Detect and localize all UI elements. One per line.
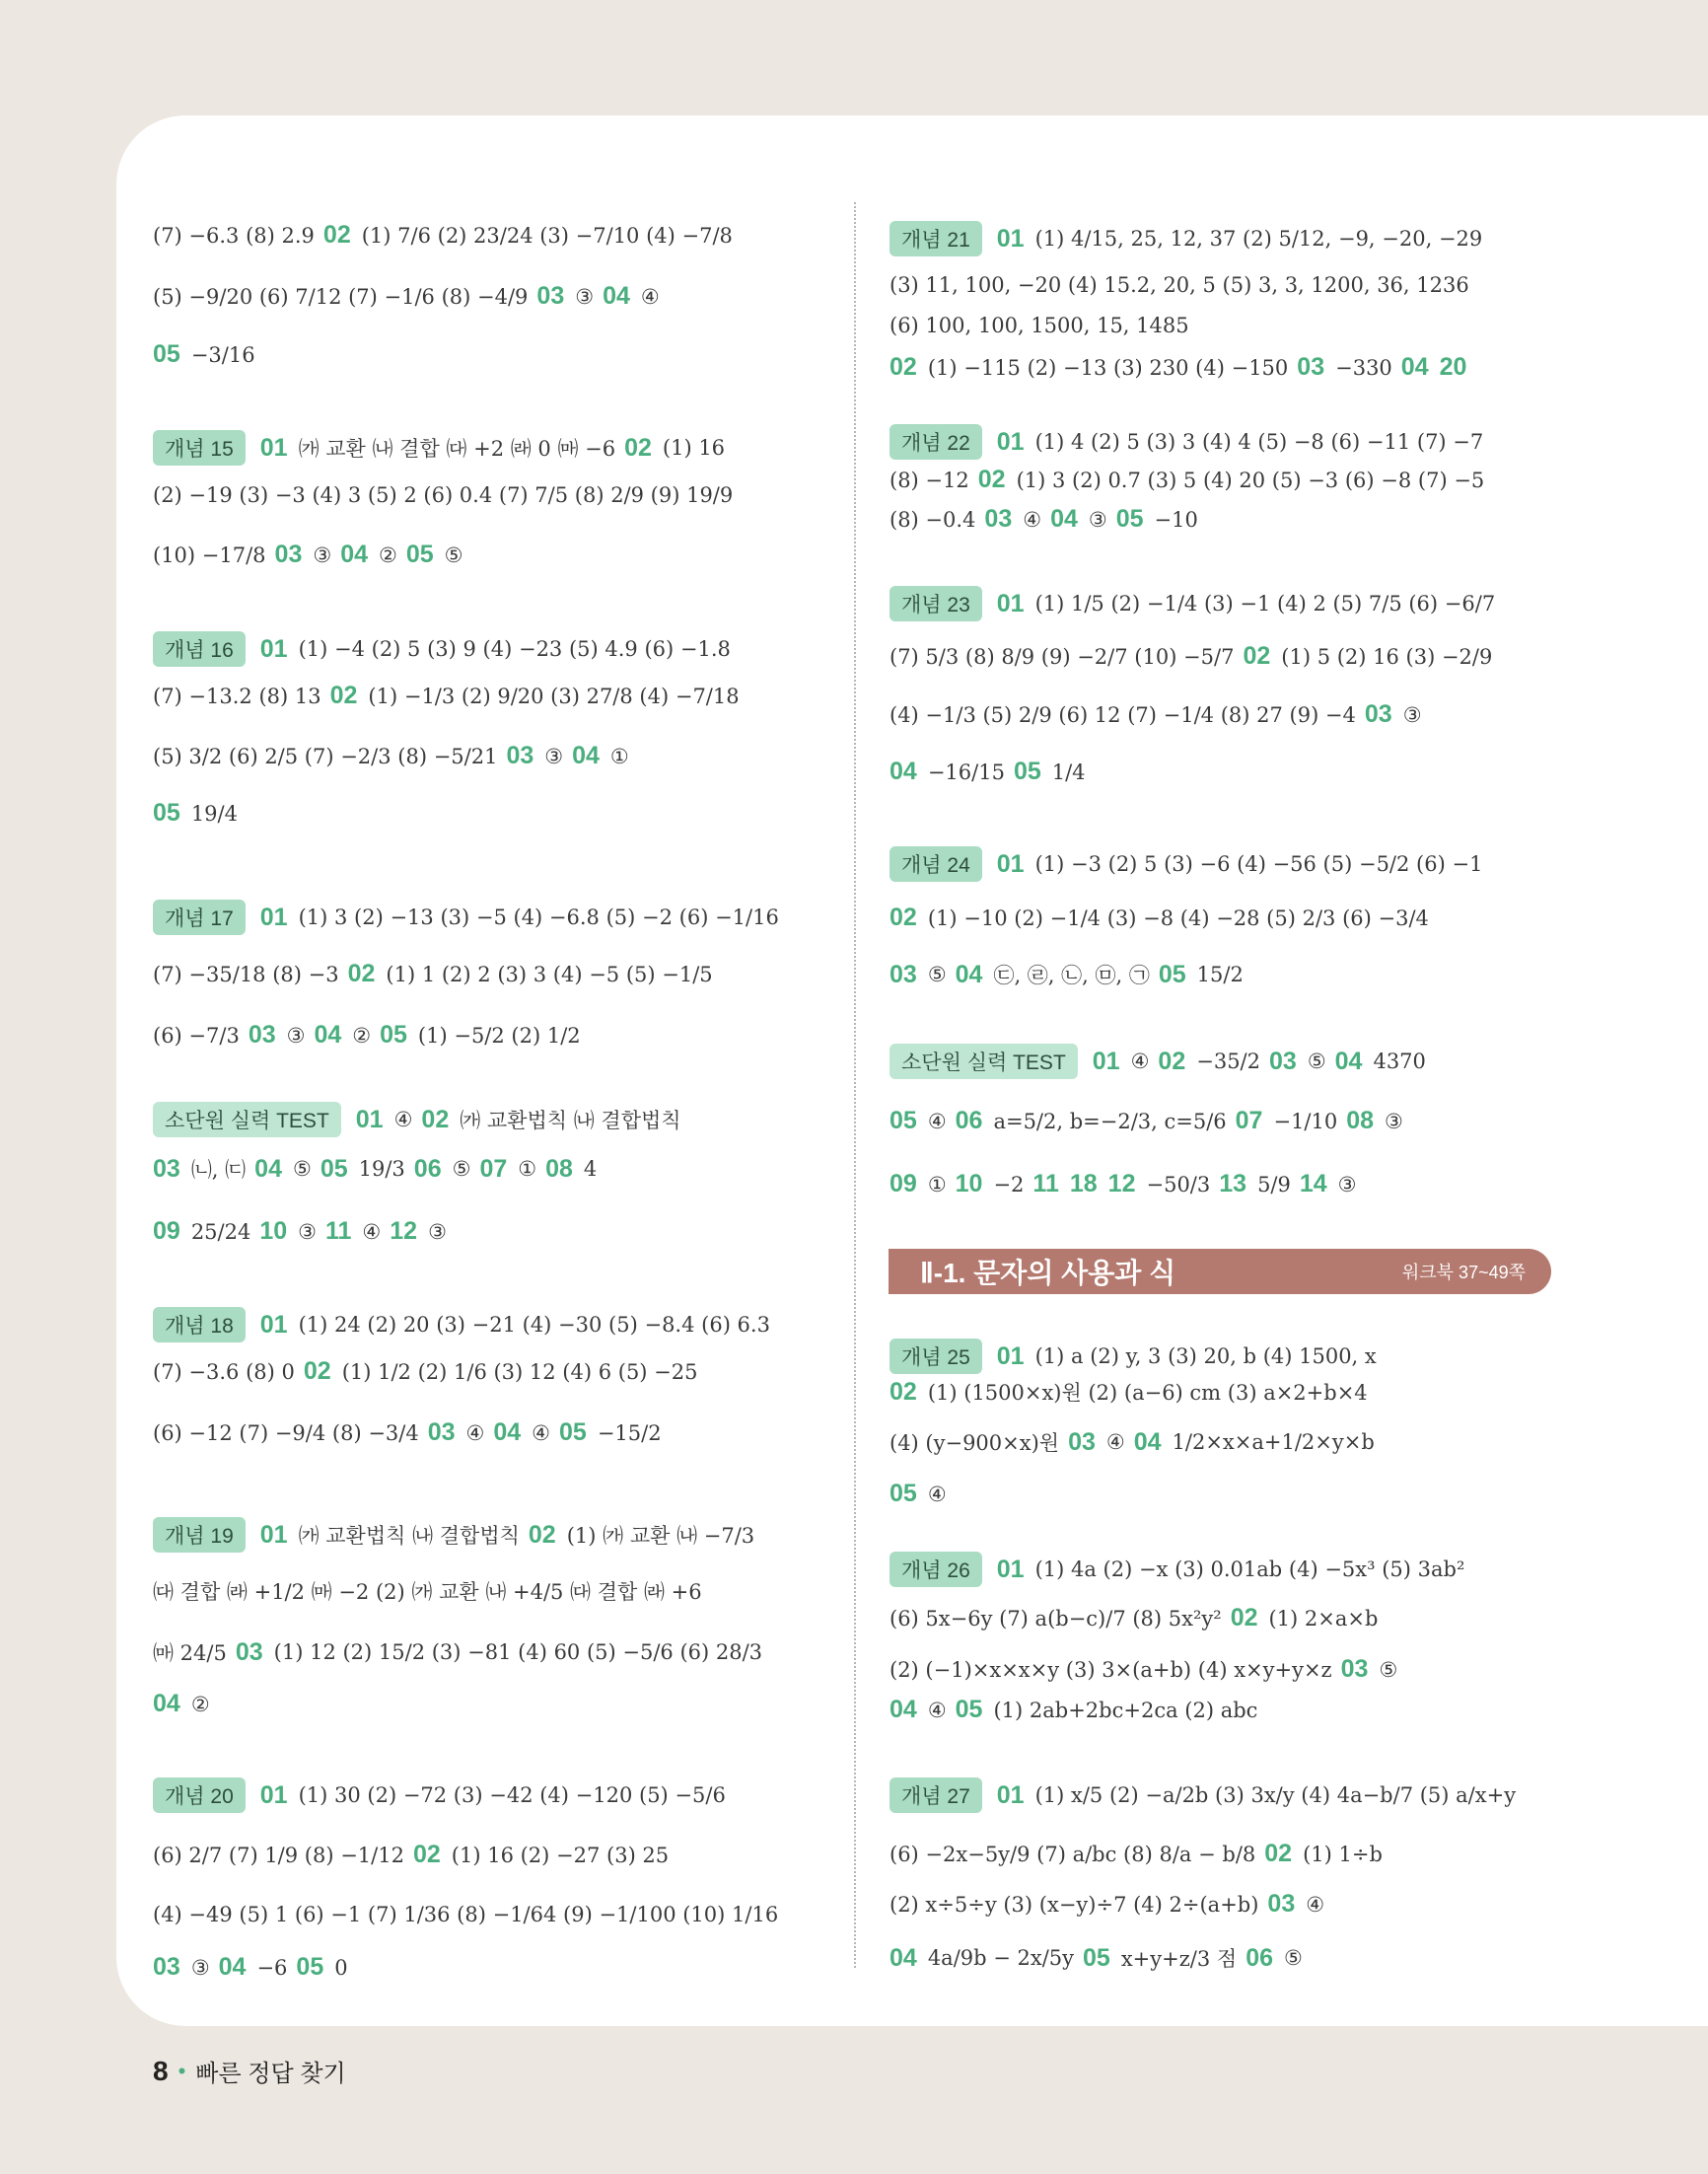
question-number: 04 — [603, 282, 630, 310]
answer-text: 4 — [583, 1157, 598, 1181]
answer-text: ④ — [532, 1420, 550, 1445]
answer-text: (6) 100, 100, 1500, 15, 1485 — [890, 314, 1189, 337]
answer-text: (6) 2/7 (7) 1/9 (8) −1/12 — [153, 1843, 404, 1867]
answer-text: ㈎ 교환 ㈏ 결합 ㈐ +2 ㈑ 0 ㈒ −6 — [298, 437, 616, 461]
answer-line — [153, 1418, 662, 1447]
question-number: 01 — [996, 1555, 1025, 1583]
section-banner — [889, 1249, 1551, 1294]
answer-line — [153, 1307, 770, 1342]
answer-line — [890, 586, 1495, 621]
answer-line — [153, 1576, 702, 1606]
answer-line — [890, 1044, 1426, 1079]
question-number: 13 — [1219, 1170, 1247, 1197]
question-number: 01 — [1092, 1047, 1120, 1075]
concept-label: 개념 23 — [890, 586, 982, 621]
question-number: 02 — [624, 433, 652, 462]
question-number: 02 — [890, 1377, 917, 1406]
question-number: 04 — [314, 1021, 342, 1049]
answer-text: ③ — [1337, 1172, 1357, 1196]
question-number: 04 — [254, 1154, 282, 1183]
column-divider — [854, 202, 856, 1968]
answer-text: −2 — [993, 1172, 1025, 1196]
answer-text: (7) −13.2 (8) 13 — [153, 684, 321, 708]
answer-line — [890, 424, 1483, 460]
question-number: 03 — [536, 282, 565, 310]
answer-text: (1) a (2) y, 3 (3) 20, b (4) 1500, x — [1034, 1344, 1377, 1368]
answer-text: −6 — [256, 1955, 288, 1980]
answer-text: ④ — [1130, 1050, 1150, 1073]
question-number: 04 — [340, 541, 368, 568]
answer-text: a=5/2, b=−2/3, c=5/6 — [993, 1109, 1227, 1133]
question-number: 04 — [890, 1943, 917, 1972]
question-number: 01 — [259, 634, 288, 663]
answer-line — [153, 900, 779, 935]
question-number: 05 — [405, 541, 434, 568]
question-number: 03 — [1269, 1047, 1297, 1075]
answer-text: −16/15 — [927, 760, 1005, 784]
answer-text: x+y+z/3 점 — [1120, 1947, 1238, 1971]
question-number: 05 — [1115, 505, 1144, 533]
question-number: 03 — [984, 505, 1013, 533]
answer-line — [153, 1637, 762, 1667]
answer-text: (7) 5/3 (8) 8/9 (9) −2/7 (10) −5/7 — [890, 644, 1235, 669]
answer-text: (5) −9/20 (6) 7/12 (7) −1/6 (8) −4/9 — [153, 284, 529, 309]
banner-workbook: 워크북 37~49쪽 — [1401, 1263, 1526, 1282]
question-number: 05 — [559, 1418, 587, 1446]
question-number: 01 — [996, 1780, 1025, 1809]
answer-line — [890, 1655, 1397, 1684]
question-number: 01 — [259, 1310, 288, 1339]
question-number: 05 — [1013, 758, 1041, 785]
answer-text: (2) (−1)×x×x×y (3) 3×(a+b) (4) x×y+y×z — [890, 1657, 1332, 1682]
answer-line — [153, 1517, 754, 1553]
answer-text: ④ — [362, 1219, 382, 1244]
question-number: 05 — [890, 1107, 917, 1134]
question-number: 04 — [1400, 353, 1429, 381]
answer-text: ③ — [1385, 1109, 1403, 1133]
answer-text: −1/10 — [1273, 1109, 1338, 1133]
answer-text: (1) 1/5 (2) −1/4 (3) −1 (4) 2 (5) 7/5 (6) −6/7 — [1034, 592, 1496, 616]
answer-text: −3/16 — [190, 342, 255, 367]
answer-text: ② — [352, 1023, 372, 1048]
answer-text: (10) −17/8 — [153, 543, 266, 567]
answer-line — [890, 1377, 1368, 1407]
answer-line — [153, 1777, 726, 1813]
answer-text: (1) 1/2 (2) 1/6 (3) 12 (4) 6 (5) −25 — [341, 1359, 698, 1384]
answer-text: ㈁, ㈂ — [190, 1158, 247, 1182]
test-label: 소단원 실력 TEST — [890, 1044, 1078, 1079]
question-number: 03 — [1340, 1655, 1369, 1683]
answer-line — [153, 1154, 597, 1184]
answer-text: ③ — [286, 1023, 306, 1048]
answer-text: (1) 5 (2) 16 (3) −2/9 — [1281, 644, 1493, 669]
answer-text: (7) −3.6 (8) 0 — [153, 1359, 295, 1384]
answer-line — [890, 1552, 1464, 1587]
answer-text: ④ — [465, 1420, 485, 1445]
answer-text: ⑤ — [1307, 1050, 1326, 1073]
answer-text: 1/2×x×a+1/2×y×b — [1172, 1430, 1375, 1454]
concept-label: 개념 24 — [890, 846, 982, 882]
answer-line — [153, 1217, 447, 1246]
answer-text: (1) 4a (2) −x (3) 0.01ab (4) −5x³ (5) 3ab² — [1034, 1558, 1465, 1581]
answer-text: (1) −3 (2) 5 (3) −6 (4) −56 (5) −5/2 (6) −1 — [1034, 852, 1483, 876]
answer-line — [153, 1903, 778, 1926]
answer-line — [153, 340, 255, 369]
answer-text: (1) 4 (2) 5 (3) 3 (4) 4 (5) −8 (6) −11 (7) −7 — [1034, 430, 1484, 454]
concept-label: 개념 20 — [153, 1777, 246, 1813]
answer-text: (1) 3 (2) 0.7 (3) 5 (4) 20 (5) −3 (6) −8 (7) −5 — [1016, 468, 1485, 492]
question-number: 01 — [996, 589, 1025, 617]
answer-line — [890, 1840, 1383, 1868]
bullet-icon: • — [178, 2058, 186, 2083]
question-number: 03 — [1267, 1890, 1296, 1918]
answer-text: (1) 3 (2) −13 (3) −5 (4) −6.8 (5) −2 (6) −1/16 — [298, 906, 779, 929]
question-number: 08 — [545, 1154, 573, 1183]
question-number: 03 — [235, 1637, 263, 1666]
concept-label: 개념 25 — [890, 1339, 982, 1374]
answer-line — [890, 960, 1244, 989]
answer-line — [153, 1841, 669, 1869]
question-number: 09 — [890, 1170, 917, 1197]
answer-text: (6) −2x−5y/9 (7) a/bc (8) 8/a − b/8 — [890, 1842, 1256, 1866]
answer-text: (1) 16 (2) −27 (3) 25 — [451, 1843, 670, 1867]
question-number: 05 — [955, 1696, 983, 1723]
answer-text: (4) −1/3 (5) 2/9 (6) 12 (7) −1/4 (8) 27 (9) −4 — [890, 702, 1356, 727]
answer-text: ㉢, ㉣, ㉡, ㉤, ㉠ — [993, 964, 1150, 987]
question-number: 03 — [274, 541, 303, 568]
question-number: 03 — [1364, 700, 1392, 728]
question-number: 02 — [977, 466, 1006, 493]
answer-line — [890, 466, 1484, 494]
answer-text: ⑤ — [292, 1157, 312, 1181]
question-number: 09 — [153, 1217, 180, 1245]
question-number: 03 — [427, 1418, 456, 1446]
answer-line — [890, 1339, 1377, 1374]
question-number: 04 — [890, 1696, 917, 1723]
answer-line — [153, 631, 731, 667]
question-number: 02 — [890, 904, 917, 931]
answer-line — [153, 282, 660, 311]
answer-text: ③ — [1088, 507, 1107, 532]
answer-text: (7) −6.3 (8) 2.9 — [153, 223, 315, 248]
concept-label: 개념 22 — [890, 424, 982, 460]
question-number: 01 — [259, 1780, 288, 1809]
answer-line — [890, 1777, 1516, 1813]
answer-text: ⑤ — [452, 1157, 471, 1181]
answer-line — [890, 1890, 1324, 1919]
answer-text: (6) 5x−6y (7) a(b−c)/7 (8) 5x²y² — [890, 1606, 1222, 1630]
question-number: 05 — [153, 340, 180, 368]
answer-text: ④ — [927, 1482, 947, 1506]
banner-title: Ⅱ-1. 문자의 사용과 식 — [920, 1258, 1176, 1288]
question-number: 02 — [1243, 642, 1271, 670]
answer-text: (1) 2×a×b — [1268, 1606, 1379, 1630]
question-number: 03 — [153, 1953, 180, 1981]
answer-text: ① — [927, 1172, 947, 1196]
answer-line — [153, 1690, 210, 1718]
answer-text: (8) −0.4 — [890, 507, 976, 532]
answer-text: ④ — [1023, 507, 1042, 532]
question-number: 02 — [322, 221, 351, 249]
question-number: 04 — [153, 1690, 180, 1717]
answer-text: −15/2 — [597, 1420, 662, 1445]
footer-title: 빠른 정답 찾기 — [195, 2061, 346, 2087]
answer-text: ③ — [544, 744, 564, 768]
answer-text: 1/4 — [1051, 760, 1086, 784]
question-number: 01 — [259, 1520, 288, 1549]
answer-text: (1) −10 (2) −1/4 (3) −8 (4) −28 (5) 2/3 (6) −3/4 — [927, 906, 1429, 930]
answer-line — [890, 1427, 1375, 1457]
answer-text: ⑤ — [927, 963, 947, 986]
answer-text: (1) −115 (2) −13 (3) 230 (4) −150 — [927, 355, 1289, 380]
answer-line — [153, 799, 238, 828]
answer-text: ⑤ — [444, 543, 463, 567]
question-number: 02 — [528, 1520, 556, 1549]
answer-text: (1) 24 (2) 20 (3) −21 (4) −30 (5) −8.4 (6) 6.3 — [298, 1313, 770, 1337]
question-number: 01 — [996, 427, 1025, 456]
question-number: 01 — [355, 1105, 384, 1133]
answer-text: (1) −5/2 (2) 1/2 — [417, 1023, 581, 1048]
answer-text: ① — [609, 744, 629, 768]
answer-line — [890, 505, 1198, 534]
answer-text: ② — [190, 1692, 210, 1716]
page-number: 8 — [153, 2055, 169, 2086]
answer-line — [890, 904, 1429, 932]
answer-line — [890, 700, 1422, 729]
answer-text: (1) 4/15, 25, 12, 37 (2) 5/12, −9, −20, −29 — [1034, 227, 1483, 251]
answer-line — [153, 221, 733, 250]
question-number: 04 — [493, 1418, 522, 1446]
question-number: 10 — [259, 1217, 288, 1245]
question-number: 08 — [1346, 1107, 1375, 1134]
question-number: 04 — [572, 742, 600, 769]
answer-line — [890, 1170, 1357, 1198]
question-number: 02 — [412, 1841, 441, 1868]
answer-text: (1) 7/6 (2) 23/24 (3) −7/10 (4) −7/8 — [361, 223, 733, 248]
question-number: 07 — [479, 1154, 508, 1183]
answer-text: ㈎ 교환법칙 ㈏ 결합법칙 — [460, 1109, 681, 1132]
answer-text: 5/9 — [1257, 1172, 1291, 1196]
answer-line — [890, 1107, 1403, 1135]
answer-text: (1) 12 (2) 15/2 (3) −81 (4) 60 (5) −5/6 (6) 28/3 — [273, 1640, 763, 1664]
answer-text: (4) −49 (5) 1 (6) −1 (7) 1/36 (8) −1/64 (9) −1/100 (10) 1/16 — [153, 1903, 779, 1926]
question-number: 03 — [153, 1154, 180, 1183]
concept-label: 개념 21 — [890, 221, 982, 256]
answer-text: ㈒ 24/5 — [153, 1641, 227, 1665]
answer-line — [153, 483, 733, 507]
question-number: 04 — [1050, 505, 1078, 533]
answer-text: ⑤ — [1379, 1657, 1398, 1682]
question-number: 03 — [248, 1021, 276, 1049]
question-number: 04 — [1334, 1047, 1363, 1075]
question-number: 03 — [1068, 1427, 1096, 1456]
question-number: 14 — [1299, 1170, 1327, 1197]
question-number: 02 — [1230, 1604, 1258, 1631]
answer-text: ④ — [927, 1109, 947, 1133]
answer-line — [153, 960, 713, 988]
answer-text: 19/3 — [358, 1157, 405, 1181]
question-number: 04 — [890, 758, 917, 785]
answer-text: (1) 2ab+2bc+2ca (2) abc — [993, 1698, 1258, 1722]
question-number: 11 — [324, 1217, 352, 1245]
answer-text: (1) 1÷b — [1303, 1842, 1383, 1866]
question-number: 05 — [890, 1480, 917, 1507]
question-number: 05 — [1158, 960, 1186, 988]
question-number: 03 — [1297, 353, 1325, 381]
answer-line — [890, 353, 1468, 382]
answer-line — [890, 758, 1086, 786]
answer-line — [890, 1480, 947, 1508]
answer-text: (2) x÷5÷y (3) (x−y)÷7 (4) 2÷(a+b) — [890, 1892, 1259, 1917]
answer-text: −330 — [1335, 355, 1392, 380]
question-number: 07 — [1235, 1107, 1263, 1134]
question-number: 03 — [506, 742, 534, 769]
answer-text: ④ — [1306, 1892, 1325, 1917]
answer-text: ④ — [1105, 1430, 1125, 1454]
answer-text: 25/24 — [190, 1219, 251, 1244]
question-number: 05 — [380, 1021, 407, 1049]
question-number: 20 — [1439, 353, 1467, 381]
question-number: 06 — [955, 1107, 983, 1134]
answer-line — [153, 1102, 681, 1137]
answer-text: (4) (y−900×x)원 — [890, 1431, 1060, 1455]
concept-label: 개념 18 — [153, 1307, 246, 1342]
answer-text: ④ — [927, 1698, 947, 1722]
question-number: 01 — [259, 903, 288, 931]
concept-label: 개념 26 — [890, 1552, 982, 1587]
answer-line — [890, 1943, 1303, 1973]
question-number: 18 — [1069, 1170, 1098, 1197]
answer-text: 4370 — [1373, 1050, 1426, 1073]
concept-label: 개념 16 — [153, 631, 246, 667]
answer-text: ⑤ — [1284, 1946, 1303, 1970]
question-number: 01 — [996, 224, 1025, 253]
answer-line — [153, 541, 463, 569]
answer-text: 0 — [334, 1955, 348, 1980]
answer-text: (6) −7/3 — [153, 1023, 240, 1048]
answer-line — [153, 1357, 698, 1386]
answer-line — [153, 1021, 581, 1050]
answer-text: ㈎ 교환법칙 ㈏ 결합법칙 — [298, 1524, 520, 1548]
answer-text: (1) −1/3 (2) 9/20 (3) 27/8 (4) −7/18 — [368, 684, 740, 708]
question-number: 02 — [347, 960, 376, 987]
answer-text: ④ — [393, 1108, 413, 1131]
question-number: 01 — [996, 849, 1025, 878]
question-number: 04 — [218, 1953, 247, 1981]
test-label: 소단원 실력 TEST — [153, 1102, 341, 1137]
answer-text: (1) x/5 (2) −a/2b (3) 3x/y (4) 4a−b/7 (5) a/x+y — [1034, 1783, 1517, 1807]
question-number: 12 — [390, 1217, 418, 1245]
answer-line — [153, 430, 725, 466]
answer-text: 15/2 — [1196, 963, 1244, 986]
answer-text: ④ — [640, 284, 660, 309]
answer-text: (7) −35/18 (8) −3 — [153, 962, 339, 986]
answer-line — [153, 1953, 348, 1982]
answer-text: (2) −19 (3) −3 (4) 3 (5) 2 (6) 0.4 (7) 7/5 (8) 2/9 (9) 19/9 — [153, 483, 734, 507]
answer-text: (1) −4 (2) 5 (3) 9 (4) −23 (5) 4.9 (6) −1.8 — [298, 637, 731, 661]
answer-text: (1) 16 — [662, 436, 726, 460]
question-number: 05 — [296, 1953, 324, 1981]
answer-text: (1) 30 (2) −72 (3) −42 (4) −120 (5) −5/6 — [298, 1783, 726, 1807]
question-number: 11 — [1032, 1170, 1059, 1197]
answer-line — [890, 1604, 1378, 1632]
concept-label: 개념 15 — [153, 430, 246, 466]
question-number: 02 — [890, 353, 917, 381]
answer-text: −35/2 — [1196, 1050, 1260, 1073]
answer-text: (6) −12 (7) −9/4 (8) −3/4 — [153, 1420, 419, 1445]
question-number: 02 — [1158, 1047, 1186, 1075]
answer-text: (1) 1 (2) 2 (3) 3 (4) −5 (5) −1/5 — [386, 962, 713, 986]
answer-text: ③ — [575, 284, 595, 309]
answer-text: (5) 3/2 (6) 2/5 (7) −2/3 (8) −5/21 — [153, 744, 498, 768]
question-number: 04 — [1133, 1427, 1162, 1456]
answer-line — [153, 682, 740, 710]
answer-text: ③ — [190, 1955, 210, 1980]
question-number: 02 — [303, 1357, 331, 1385]
answer-line — [890, 642, 1492, 671]
answer-text: (3) 11, 100, −20 (4) 15.2, 20, 5 (5) 3, 3, 1200, 36, 1236 — [890, 273, 1469, 297]
question-number: 02 — [1264, 1840, 1293, 1867]
question-number: 04 — [955, 960, 983, 988]
answer-text: ㈐ 결합 ㈑ +1/2 ㈒ −2 (2) ㈎ 교환 ㈏ +4/5 ㈐ 결합 ㈑ +6 — [153, 1580, 702, 1604]
question-number: 05 — [153, 799, 180, 827]
answer-text: ① — [518, 1157, 537, 1181]
question-number: 02 — [329, 682, 358, 709]
question-number: 12 — [1107, 1170, 1136, 1197]
concept-label: 개념 27 — [890, 1777, 982, 1813]
answer-text: ③ — [1402, 702, 1422, 727]
answer-text: 4a/9b − 2x/5y — [927, 1946, 1075, 1970]
answer-text: (1) (1500×x)원 (2) (a−6) cm (3) a×2+b×4 — [927, 1381, 1368, 1405]
answer-line — [890, 1696, 1257, 1724]
question-number: 06 — [1245, 1943, 1274, 1972]
question-number: 01 — [996, 1341, 1025, 1370]
question-number: 10 — [955, 1170, 983, 1197]
answer-text: (1) ㈎ 교환 ㈏ −7/3 — [566, 1524, 755, 1548]
answer-line — [890, 221, 1482, 256]
answer-text: (8) −12 — [890, 468, 969, 492]
answer-text: ③ — [428, 1219, 447, 1244]
answer-line — [890, 314, 1189, 337]
answer-text: ② — [379, 543, 397, 567]
footer — [153, 2054, 346, 2088]
answer-line — [890, 846, 1482, 882]
answer-text: 19/4 — [190, 801, 238, 826]
question-number: 03 — [890, 960, 917, 988]
answer-text: −50/3 — [1146, 1172, 1211, 1196]
answer-text: ③ — [313, 543, 332, 567]
question-number: 01 — [259, 433, 288, 462]
question-number: 06 — [413, 1154, 442, 1183]
question-number: 05 — [1083, 1943, 1110, 1972]
answer-line — [890, 273, 1469, 297]
question-number: 02 — [421, 1105, 450, 1133]
question-number: 05 — [320, 1154, 348, 1183]
concept-label: 개념 17 — [153, 900, 246, 935]
concept-label: 개념 19 — [153, 1517, 246, 1553]
answer-line — [153, 742, 629, 770]
answer-text: ③ — [298, 1219, 317, 1244]
answer-text: −10 — [1154, 507, 1198, 532]
